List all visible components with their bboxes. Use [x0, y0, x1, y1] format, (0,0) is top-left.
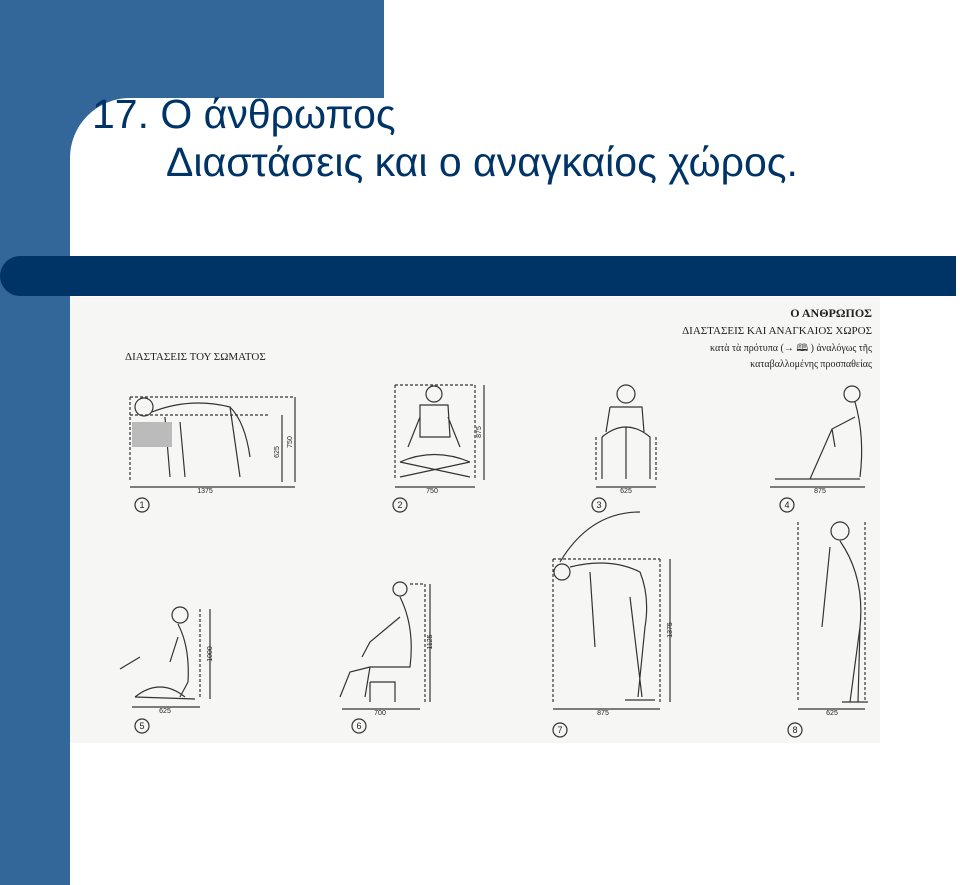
posture-1-height-label-a: 625	[274, 446, 281, 458]
title-line-1: 17. Ο άνθρωπος	[92, 91, 396, 137]
posture-8-number: 8	[792, 725, 798, 735]
right-heading-1: Ο ΑΝΘΡΩΠΟΣ	[790, 306, 872, 320]
posture-5-height-label: 1000	[207, 646, 214, 662]
posture-3-number: 3	[596, 500, 602, 510]
posture-7-figure	[553, 512, 670, 709]
posture-4-number: 4	[784, 500, 790, 510]
posture-6-figure	[340, 582, 430, 709]
posture-2-figure	[395, 385, 484, 487]
right-heading-3: κατὰ τὰ πρότυπα (→ 🕮 ) ἀναλόγως τῆς	[710, 343, 872, 354]
posture-2-number: 2	[397, 500, 403, 510]
right-heading-4: καταβαλλομένης προσπαθείας	[750, 359, 872, 370]
posture-4-figure	[770, 386, 865, 487]
posture-illustration	[70, 297, 880, 743]
posture-2-width-label: 750	[426, 488, 438, 495]
posture-7-height-label: 1375	[667, 622, 674, 638]
posture-1-number: 1	[139, 500, 145, 510]
posture-1-width-label: 1375	[197, 488, 213, 495]
posture-2-height-label: 875	[476, 426, 483, 438]
posture-8-width-label: 625	[826, 710, 838, 717]
posture-5-number: 5	[139, 721, 145, 731]
title-divider-bar	[0, 256, 956, 296]
body-dimensions-figure	[70, 297, 880, 743]
posture-3-figure	[596, 385, 656, 487]
posture-1-figure	[130, 397, 295, 487]
posture-6-number: 6	[356, 721, 362, 731]
title-line-2: Διαστάσεις και ο αναγκαίος χώρος.	[166, 139, 798, 185]
posture-5-figure	[120, 607, 210, 707]
posture-3-width-label: 625	[620, 488, 632, 495]
left-decorative-bar	[0, 0, 70, 885]
posture-7-width-label: 875	[597, 710, 609, 717]
posture-6-height-label: 1125	[427, 634, 434, 650]
posture-7-number: 7	[557, 725, 563, 735]
right-heading-2: ΔΙΑΣΤΑΣΕΙΣ ΚΑΙ ΑΝΑΓΚΑΙΟΣ ΧΩΡΟΣ	[682, 325, 872, 337]
posture-8-figure	[798, 522, 868, 709]
posture-4-width-label: 875	[814, 488, 826, 495]
posture-6-width-label: 700	[374, 710, 386, 717]
slide-title	[92, 90, 798, 186]
posture-5-width-label: 625	[159, 708, 171, 715]
top-decorative-block	[70, 0, 384, 98]
posture-1-height-label-b: 750	[287, 436, 294, 448]
left-heading: ΔΙΑΣΤΑΣΕΙΣ ΤΟΥ ΣΩΜΑΤΟΣ	[125, 351, 266, 363]
